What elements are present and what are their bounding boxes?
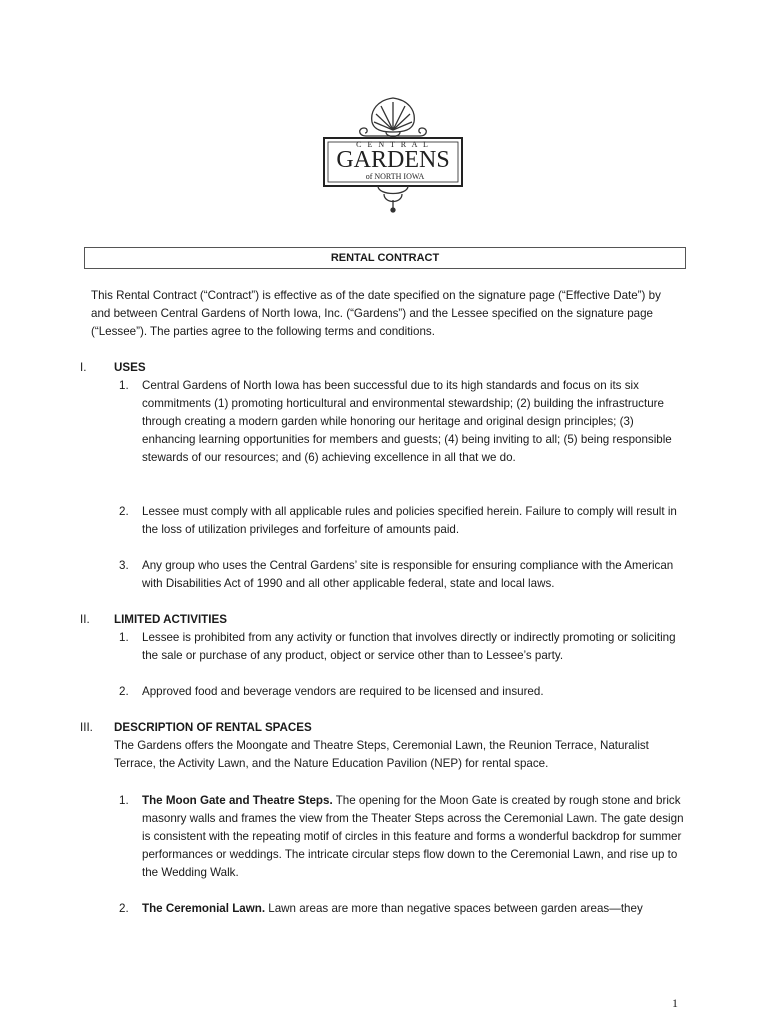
intro-paragraph: This Rental Contract (“Contract”) is effective as of the date specified on the signature page (“Effective Date”) by and between Central Gardens of North Iowa, Inc. (“Gardens”) and the Lessee specified on the signature page (“Lessee”). The parties agree to the following terms and conditions. [91, 289, 661, 338]
page-number: 1 [672, 996, 678, 1010]
contract-title: RENTAL CONTRACT [84, 247, 686, 269]
section-numeral: II. [80, 613, 90, 626]
list-item-body: Lawn areas are more than negative spaces between garden areas—they [265, 902, 643, 915]
section-body: The Gardens offers the Moongate and Theatre Steps, Ceremonial Lawn, the Reunion Terrace, Naturalist Terrace, the Activity Lawn, and the Nature Education Pavilion (NEP) for rental space. [114, 739, 649, 770]
logo-text-north-iowa: of NORTH IOWA [365, 172, 425, 181]
section-title: USES [114, 361, 146, 374]
list-item-number: 3. [119, 559, 129, 572]
list-item-number: 2. [119, 902, 129, 915]
section-title: DESCRIPTION OF RENTAL SPACES [114, 721, 312, 734]
list-item-body: The opening for the Moon Gate is created by rough stone and brick masonry walls and frames the view from the Theater Steps across the Ceremonial Lawn. The gate design is consistent with the repeating motif of circles in this feature and forms a wonderful backdrop for summer performances or weddings. The intricate circular steps flow down to the Ceremonial Lawn, and rise up to the Wedding Walk. [142, 794, 684, 879]
section-numeral: I. [80, 361, 87, 374]
list-item-number: 2. [119, 505, 129, 518]
list-item-text: Lessee must comply with all applicable rules and policies specified herein. Failure to comply will result in the loss of utilization privileges and forfeiture of amounts paid. [142, 505, 677, 536]
list-item-text: Approved food and beverage vendors are required to be licensed and insured. [142, 685, 544, 698]
list-item-number: 1. [119, 794, 129, 807]
list-item-number: 1. [119, 631, 129, 644]
logo-text-gardens: GARDENS [336, 147, 450, 173]
logo-text-central: C E N T R A L [356, 140, 430, 149]
list-item-text: Lessee is prohibited from any activity or function that involves directly or indirectly promoting or soliciting the sale or purchase of any product, object or service other than to Lessee’s party. [142, 631, 676, 662]
list-item-text: Any group who uses the Central Gardens’ site is responsible for ensuring compliance with the American with Disabilities Act of 1990 and all other applicable federal, state and local laws. [142, 559, 674, 590]
list-item-lead: The Ceremonial Lawn. [142, 902, 266, 915]
list-item-text [142, 900, 684, 918]
central-gardens-logo [318, 92, 468, 214]
section-numeral: III. [80, 721, 93, 734]
list-item-text [142, 792, 684, 882]
list-item-text: Central Gardens of North Iowa has been successful due to its high standards and focus on its six commitments (1) promoting horticultural and environmental stewardship; (2) building the infrastructure through creating a modern garden while honoring our heritage and original design principles; (3) enhancing learning opportunities for members and guests; (4) being inviting to all; (5) being responsible stewards of our resources; and (6) achieving excellence in all that we do. [142, 379, 672, 464]
section-title: LIMITED ACTIVITIES [114, 613, 227, 626]
list-item-number: 2. [119, 685, 129, 698]
list-item-number: 1. [119, 379, 129, 392]
list-item-lead: The Moon Gate and Theatre Steps. [142, 794, 333, 807]
